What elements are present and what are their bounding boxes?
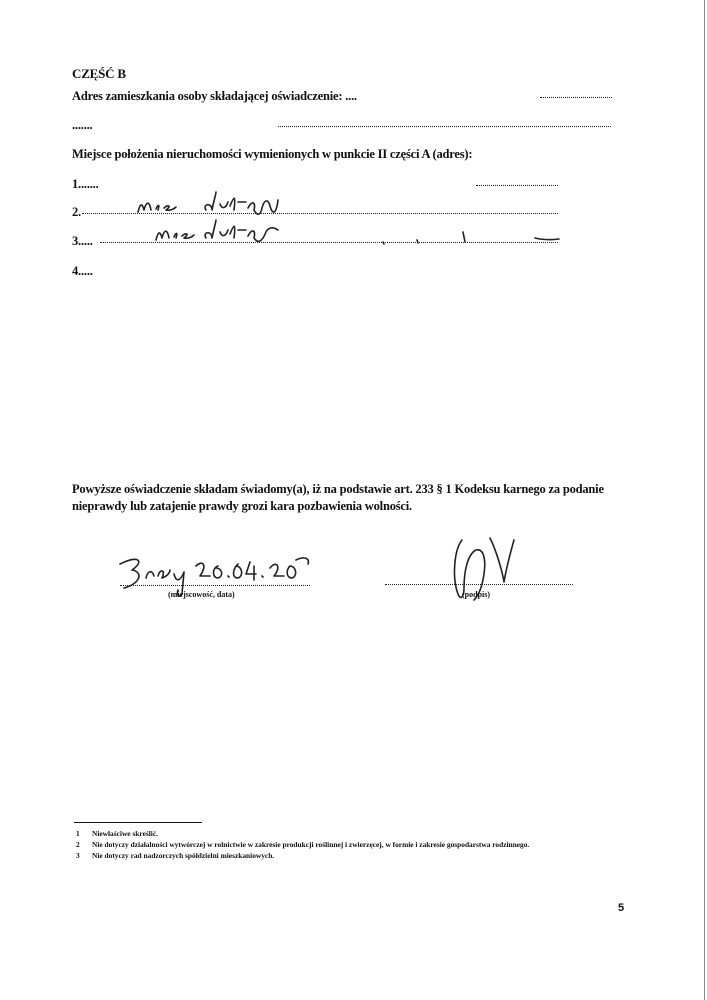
property-item-1: 1....... bbox=[72, 177, 99, 191]
signature-dotted-line bbox=[385, 584, 573, 585]
footnote-3 bbox=[76, 851, 274, 860]
address-label: Adres zamieszkania osoby składającej oświadczenie: .... bbox=[72, 89, 357, 103]
statement-line-2: nieprawdy lub zatajenie prawdy grozi kara pozbawienia wolności. bbox=[72, 499, 412, 513]
signature-caption: (podpis) bbox=[462, 590, 491, 599]
footnote-number: 2 bbox=[76, 840, 80, 849]
address-dotted-line-2 bbox=[278, 126, 611, 127]
handwriting-marks bbox=[375, 228, 565, 246]
footnote-text: Niewłaściwe skreślić. bbox=[92, 829, 158, 838]
place-date-dotted-line bbox=[120, 585, 310, 586]
handwriting-nie-dotyczy-2 bbox=[150, 218, 290, 248]
property-line-1 bbox=[476, 185, 558, 186]
footnote-text: Nie dotyczy działalności wytwórczej w rolnictwie w zakresie produkcji roślinnej i zwierzęcej, w formie i zakresie gospodarstwa rodzinnego. bbox=[92, 840, 530, 849]
scan-edge bbox=[704, 0, 705, 1000]
statement-line-1: Powyższe oświadczenie składam świadomy(a), iż na podstawie art. 233 § 1 Kodeksu karnego za podanie bbox=[72, 482, 604, 496]
footnote-rule bbox=[74, 822, 202, 823]
footnote-number: 3 bbox=[76, 851, 80, 860]
footnote-2 bbox=[76, 840, 529, 849]
property-item-2: 2. bbox=[72, 205, 81, 219]
section-title: CZĘŚĆ B bbox=[72, 66, 126, 81]
property-item-3: 3..... bbox=[72, 234, 93, 248]
property-item-4: 4..... bbox=[72, 264, 93, 278]
footnote-text: Nie dotyczy rad nadzorczych spółdzielni mieszkaniowych. bbox=[92, 851, 275, 860]
page-number: 5 bbox=[618, 902, 624, 914]
address-continuation: ....... bbox=[72, 118, 93, 132]
address-dotted-line bbox=[540, 97, 612, 98]
place-date-caption: (miejscowość, data) bbox=[168, 590, 235, 599]
properties-label: Miejsce położenia nieruchomości wymienionych w punkcie II części A (adres): bbox=[72, 147, 473, 161]
footnote-1 bbox=[76, 829, 158, 838]
footnote-number: 1 bbox=[76, 829, 80, 838]
